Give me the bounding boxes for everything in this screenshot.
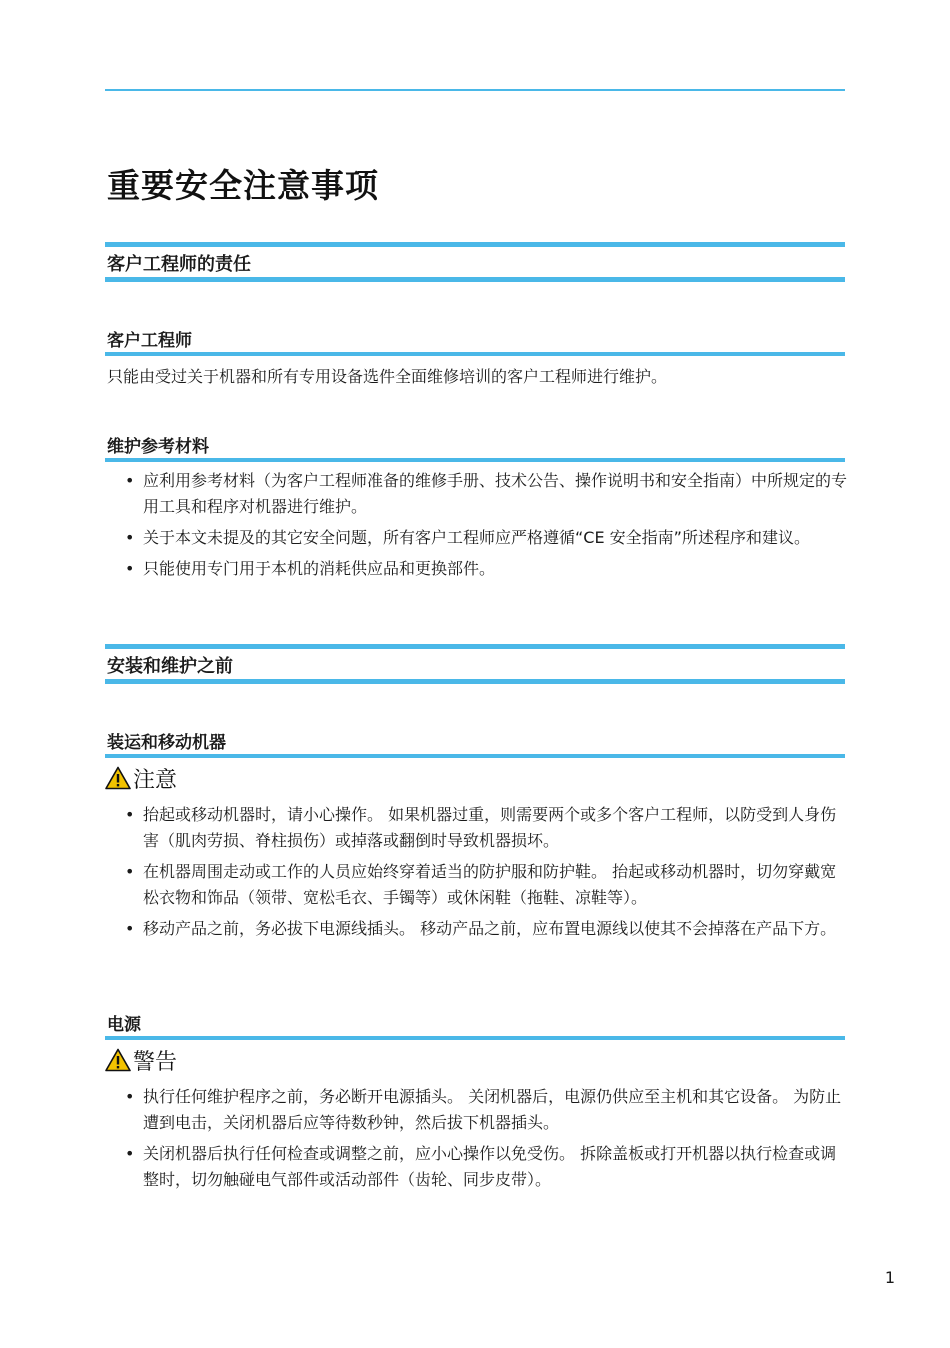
bullet-list-reference-materials	[125, 468, 847, 587]
list-item	[125, 556, 847, 582]
subsection-heading-power	[105, 1008, 845, 1040]
list-item	[125, 525, 847, 551]
list-item-text: 应利用参考材料（为客户工程师准备的维修手册、技术公告、操作说明书和安全指南）中所规定的专用工具和程序对机器进行维护。	[143, 471, 848, 516]
list-item-text: 在机器周围走动或工作的人员应始终穿着适当的防护服和防护鞋。 抬起或移动机器时，切勿穿戴宽松衣物和饰品（领带、宽松毛衣、手镯等）或休闲鞋（拖鞋、凉鞋等）。	[143, 862, 837, 907]
list-item-text: 抬起或移动机器时，请小心操作。 如果机器过重，则需要两个或多个客户工程师，以防受到人身伤害（肌肉劳损、脊柱损伤）或掉落或翻倒时导致机器损坏。	[143, 805, 837, 850]
list-item	[125, 802, 847, 854]
subsection-title: 电源	[107, 1015, 141, 1035]
section-title: 客户工程师的责任	[107, 254, 251, 275]
section-heading-responsibility	[105, 242, 845, 282]
bullet-dot: •	[125, 528, 135, 547]
bullet-dot: •	[125, 471, 135, 490]
page-title: 重要安全注意事项	[107, 166, 379, 205]
bullet-list-power	[125, 1084, 847, 1198]
warning-label	[105, 1045, 177, 1075]
list-item-text: 关于本文未提及的其它安全问题，所有客户工程师应严格遵循“CE 安全指南”所述程序和建议。	[143, 528, 810, 547]
subsection-title: 客户工程师	[107, 331, 192, 351]
list-item	[125, 468, 847, 520]
bullet-dot: •	[125, 919, 135, 938]
list-item-text: 只能使用专门用于本机的消耗供应品和更换部件。	[143, 559, 496, 578]
bullet-dot: •	[125, 559, 135, 578]
subsection-heading-customer-engineer	[105, 324, 845, 356]
bullet-list-transport	[125, 802, 847, 947]
list-item-text: 移动产品之前，务必拔下电源线插头。 移动产品之前，应布置电源线以使其不会掉落在产品下方。	[143, 919, 837, 938]
bullet-dot: •	[125, 1144, 135, 1163]
warning-triangle-icon	[105, 766, 131, 790]
bullet-dot: •	[125, 862, 135, 881]
subsection-heading-transport	[105, 726, 845, 758]
page-number: 1	[884, 1268, 895, 1287]
list-item-text: 执行任何维护程序之前，务必断开电源插头。 关闭机器后，电源仍供应至主机和其它设备。 为防止遭到电击，关闭机器后应等待数秒钟，然后拔下机器插头。	[143, 1087, 842, 1132]
list-item	[125, 916, 847, 942]
caution-label	[105, 763, 177, 793]
top-rule	[105, 89, 845, 91]
list-item	[125, 1084, 847, 1136]
subsection-title: 维护参考材料	[107, 437, 209, 457]
warning-triangle-icon	[105, 1048, 131, 1072]
section-title: 安装和维护之前	[107, 656, 233, 677]
hazard-label-text: 注意	[133, 767, 178, 793]
subsection-heading-reference-materials	[105, 430, 845, 462]
paragraph-customer-engineer: 只能由受过关于机器和所有专用设备选件全面维修培训的客户工程师进行维护。	[107, 367, 668, 386]
hazard-label-text: 警告	[133, 1049, 178, 1075]
bullet-dot: •	[125, 1087, 135, 1106]
list-item	[125, 1141, 847, 1193]
list-item-text: 关闭机器后执行任何检查或调整之前，应小心操作以免受伤。 拆除盖板或打开机器以执行检查或调整时，切勿触碰电气部件或活动部件（齿轮、同步皮带）。	[143, 1144, 837, 1189]
bullet-dot: •	[125, 805, 135, 824]
subsection-title: 装运和移动机器	[107, 733, 226, 753]
section-heading-before-installation	[105, 644, 845, 684]
list-item	[125, 859, 847, 911]
